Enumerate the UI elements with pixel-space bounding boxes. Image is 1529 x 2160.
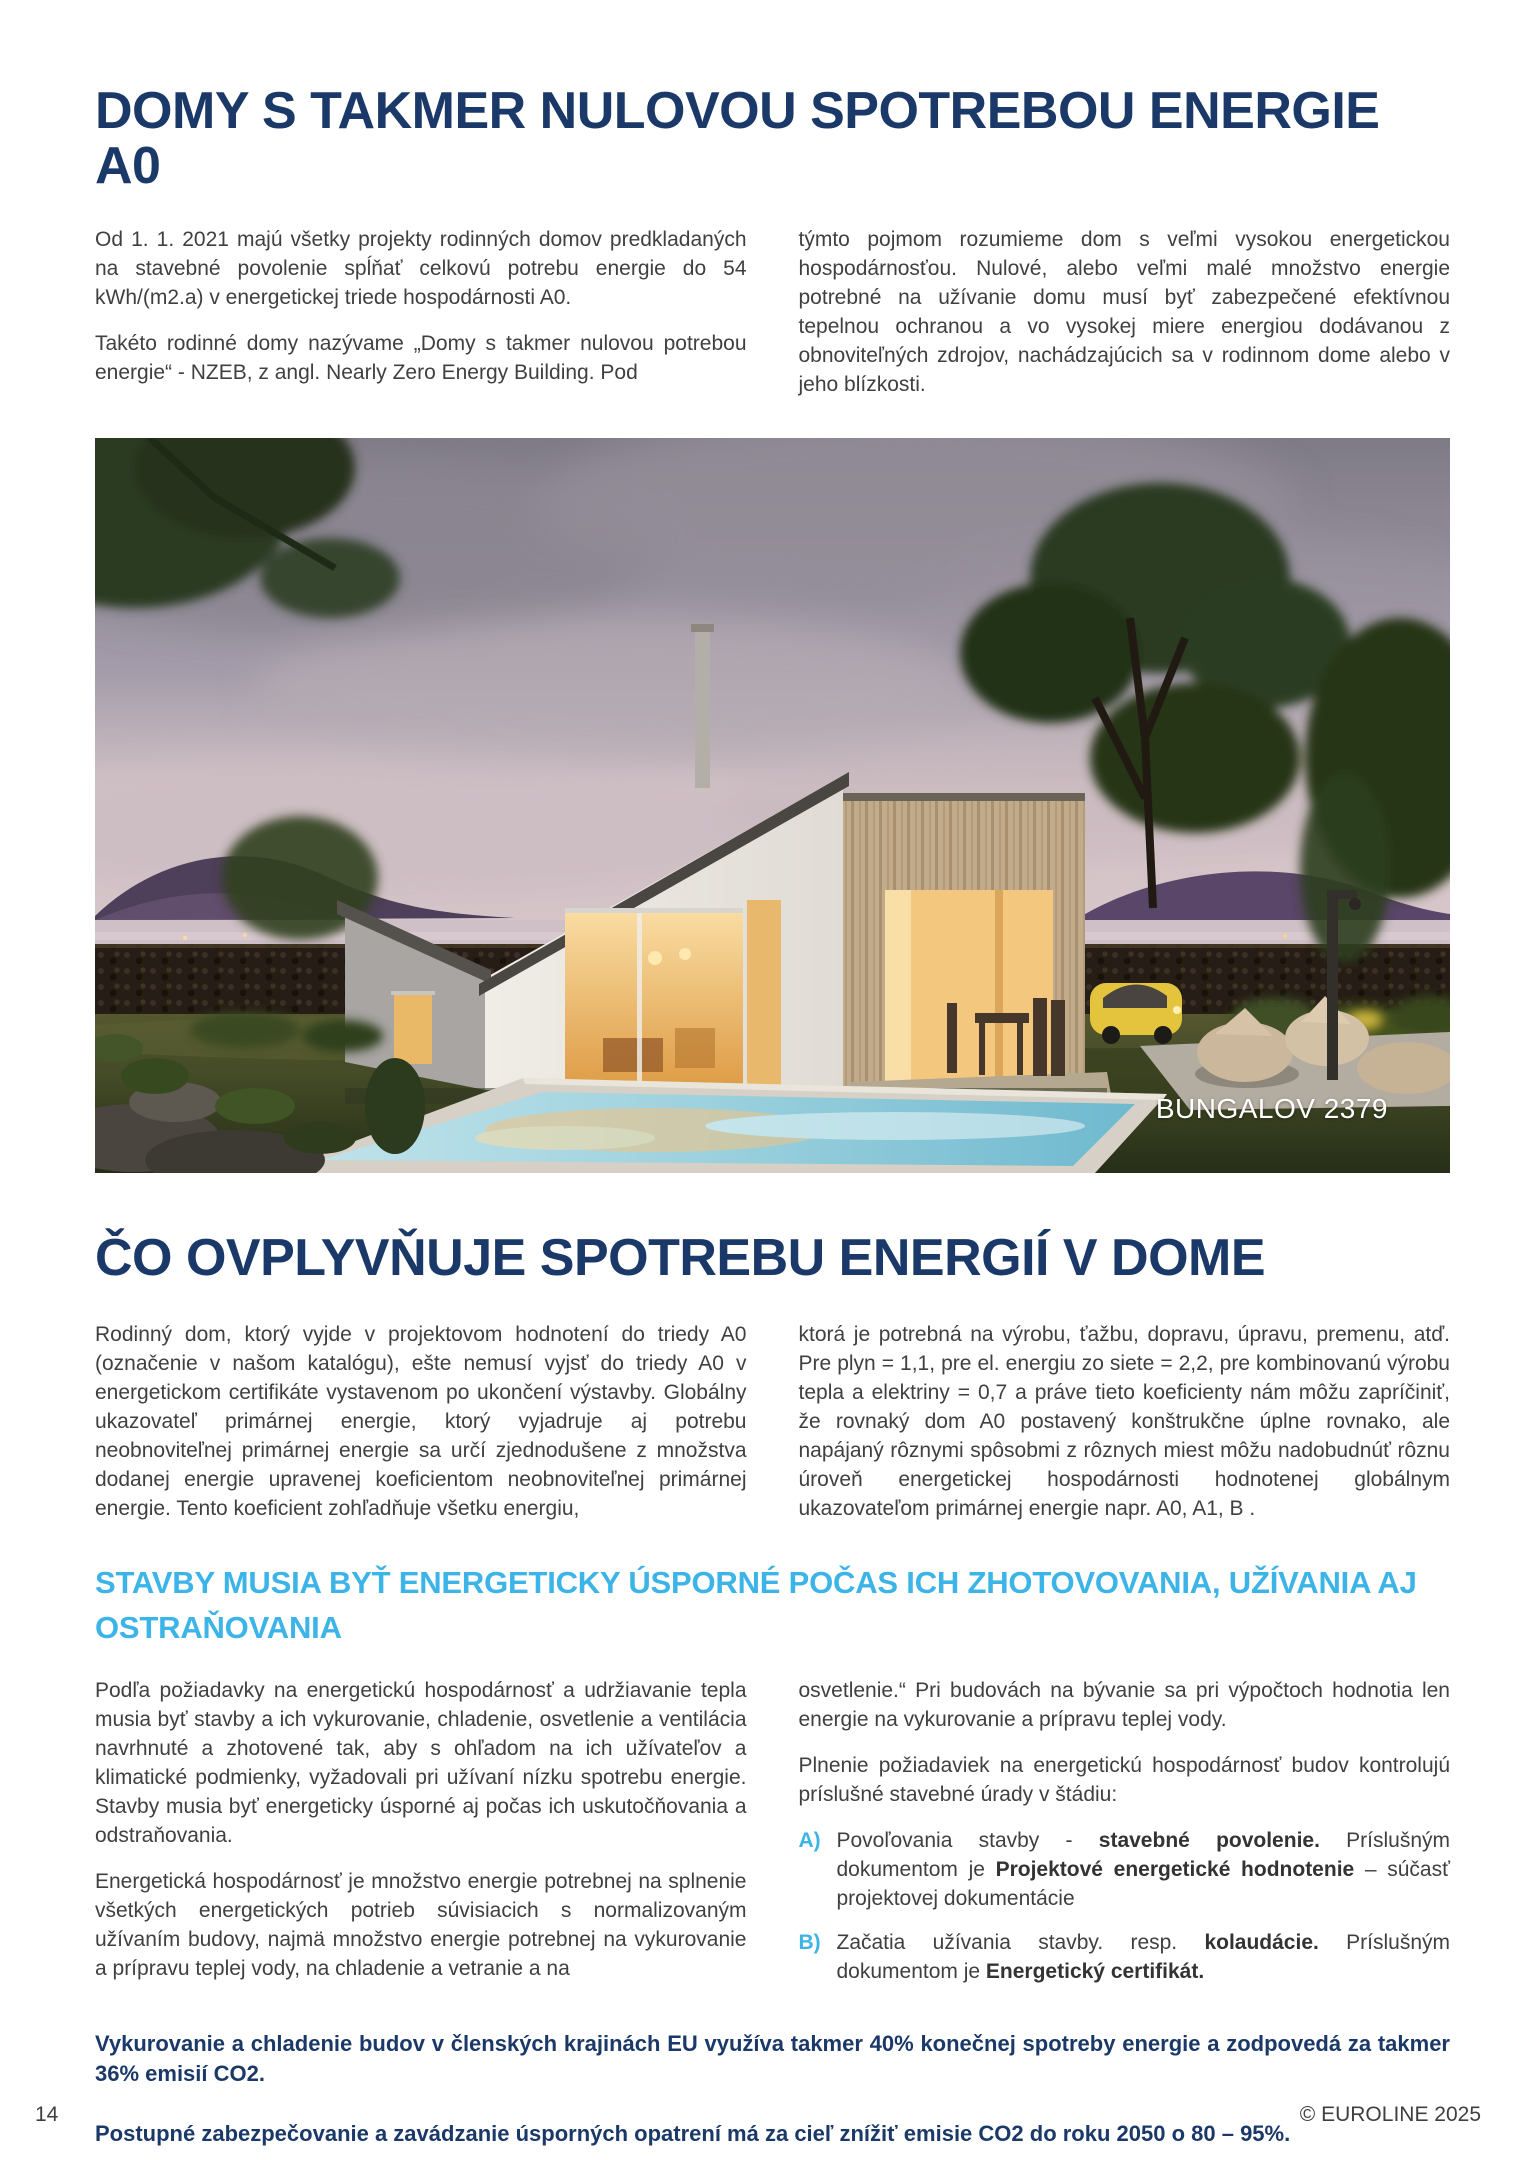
section3-paragraph: osvetlenie.“ Pri budovách na bývanie sa pri výpočtoch hodnotia len energie na vykurovanie a prípravu teplej vody. [798, 1678, 1450, 1731]
page-content [95, 0, 1450, 2149]
intro-columns [95, 225, 1450, 416]
page-footer [35, 2103, 1481, 2127]
house-photo [95, 438, 1450, 1173]
section2-paragraph: ktorá je potrebná na výrobu, ťažbu, dopravu, úpravu, premenu, atď. Pre plyn = 1,1, pre el. energiu zo siete = 2,2, pre kombinovanú výrobu tepla a elektriny = 0,7 a práve tieto koeficienty nám môžu zapríčiniť, že rovnaký dom A0 postavený konštrukčne úplne rovnako, ale napájaný rôznymi spôsobmi z rôznych miest môžu nadobudnúť rôznu úroveň energetickej hospodárnosti hodnotenej globálnym ukazovateľom primárnej energie napr. A0, A1, B . [798, 1322, 1450, 1520]
yellow-car [1090, 983, 1182, 1044]
intro-paragraph: Od 1. 1. 2021 majú všetky projekty rodinných domov predkladaných na stavebné povolenie spĺňať celkovú potrebu energie do 54 kWh/(m2.a) v energetickej triede hospodárnosti A0. [95, 228, 747, 310]
glass-door [565, 900, 781, 1094]
highlight-text-2: Postupné zabezpečovanie a zavádzanie úsporných opatrení má za cieľ znížiť emisie CO2 do roku 2050 o 80 – 95%. [95, 2120, 1291, 2146]
section3-columns [95, 1676, 1450, 2001]
section3-paragraph: Plnenie požiadaviek na energetickú hospodárnosť budov kontrolujú príslušné stavebné úrady v štádiu: [798, 1753, 1450, 1806]
list-marker-a: A) [798, 1828, 821, 1852]
list-marker-b: B) [798, 1930, 821, 1954]
copyright: © EUROLINE 2025 [1299, 2103, 1481, 2126]
page-number: 14 [35, 2103, 59, 2126]
list-item-a [799, 1826, 1451, 1913]
section3-column-right [799, 1676, 1451, 2001]
list-text-a: Povoľovania stavby - stavebné povolenie. Príslušným dokumentom je Projektové energetické hodnotenie – súčasť projektovej dokumentácie [836, 1828, 1451, 1910]
section2-column-left [95, 1320, 747, 1540]
intro-column-left [95, 225, 747, 416]
section3-subheading: STAVBY MUSIA BYŤ ENERGETICKY ÚSPORNÉ POČAS ICH ZHOTOVOVANIA, UŽÍVANIA AJ OSTRAŇOVANIA [95, 1564, 1417, 1645]
intro-paragraph: Takéto rodinné domy nazývame „Domy s takmer nulovou potrebou energie“ - NZEB, z angl. Nearly Zero Energy Building. Pod [95, 332, 747, 385]
intro-paragraph: týmto pojmom rozumieme dom s veľmi vysokou energetickou hospodárnosťou. Nulové, alebo veľmi malé množstvo energie potrebné na užívanie domu musí byť zabezpečené efektívnou tepelnou ochranou a vo vysokej miere energiou dodávanou z obnoviteľných zdrojov, nachádzajúcich sa v rodinnom dome alebo v jeho blízkosti. [798, 228, 1450, 397]
intro-column-right [799, 225, 1451, 416]
section2-columns [95, 1320, 1450, 1540]
section2-paragraph: Rodinný dom, ktorý vyjde v projektovom hodnotení do triedy A0 (označenie v našom katalógu), ešte nemusí vyjsť do triedy A0 v energetickom certifikáte vystavenom po ukončení výstavby. Globálny ukazovateľ primárnej energie, ktorý vyjadruje aj potrebu neobnoviteľnej primárnej energie sa určí zjednodušene z množstva dodanej energie upravenej koeficientom neobnoviteľnej primárnej energie. Tento koeficient zohľadňuje všetku energiu, [95, 1322, 747, 1520]
list-text-b: Začatia užívania stavby. resp. kolaudácie. Príslušným dokumentom je Energetický certifikát. [836, 1930, 1450, 1983]
section3-paragraph: Energetická hospodárnosť je množstvo energie potrebnej na splnenie všetkých energetických potrieb súvisiacich s normalizovaným užívaním budovy, najmä množstvo energie potrebnej na vykurovanie a prípravu teplej vody, na chladenie a vetranie a na [95, 1869, 747, 1980]
section2-column-right [799, 1320, 1451, 1540]
highlight-text-1: Vykurovanie a chladenie budov v členských krajinách EU využíva takmer 40% konečnej spotreby energie a zodpovedá za takmer 36% emisií CO2. [95, 2030, 1450, 2086]
section3-column-left [95, 1676, 747, 2001]
section3-paragraph: Podľa požiadavky na energetickú hospodárnosť a udržiavanie tepla musia byť stavby a ich vykurovanie, chladenie, osvetlenie a ventilácia navrhnuté a zhotovené tak, aby s ohľadom na ich užívateľov a klimatické podmienky, vyžadovali pri užívaní nízku spotrebu energie. Stavby musia byť energeticky úsporné aj počas ich uskutočňovania a odstraňovania. [95, 1678, 747, 1847]
list-item-b [799, 1928, 1451, 1986]
house-photo-illustration [95, 438, 1450, 1173]
photo-caption: BUNGALOV 2379 [1155, 1093, 1388, 1125]
section2-title: ČO OVPLYVŇUJE SPOTREBU ENERGIÍ V DOME [95, 1229, 1266, 1288]
patio-opening [885, 890, 1053, 1082]
page-title: DOMY S TAKMER NULOVOU SPOTREBOU ENERGIE A0 [95, 82, 1380, 195]
